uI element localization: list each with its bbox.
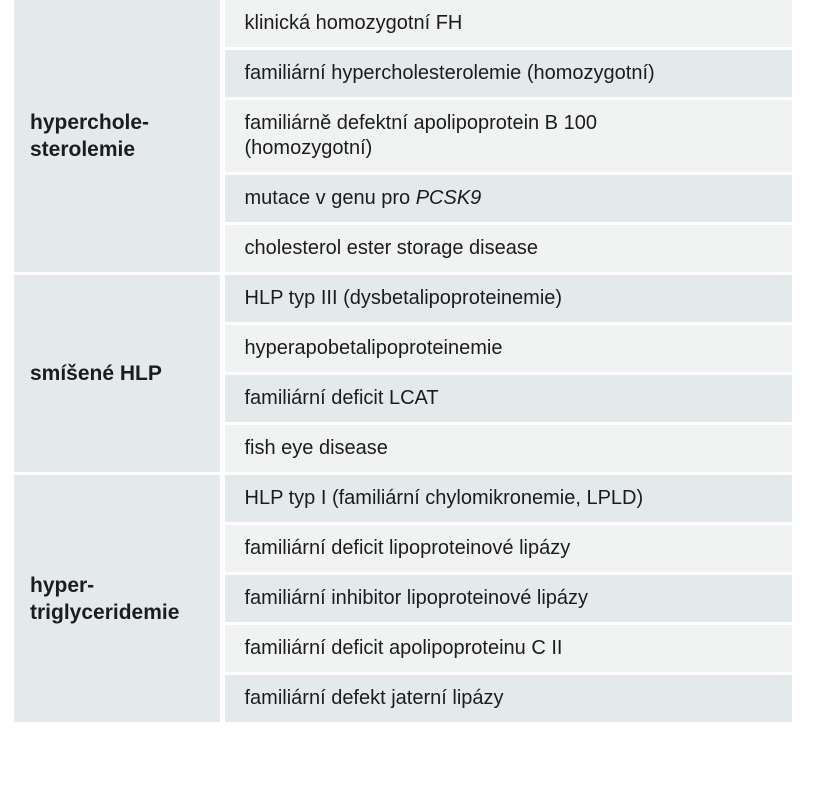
item-text: familiární deficit LCAT	[244, 387, 439, 409]
item-cell	[222, 374, 792, 424]
item-text: familiární hypercholesterolemie (homozygotní)	[244, 62, 655, 84]
item-text: fish eye disease	[244, 437, 388, 459]
category-label-line: hyper-	[30, 573, 95, 597]
item-cell	[222, 0, 792, 49]
item-cell	[222, 224, 792, 274]
item-cell	[222, 424, 792, 474]
item-text: familiární defekt jaterní lipázy	[244, 687, 504, 709]
item-cell	[222, 674, 792, 723]
item-cell	[222, 624, 792, 674]
category-cell-hypercholesterolemie	[14, 0, 222, 274]
item-text: familiární inhibitor lipoproteinové lipázy	[244, 587, 589, 609]
item-cell	[222, 524, 792, 574]
item-text: HLP typ III (dysbetalipoproteinemie)	[244, 287, 563, 309]
item-text-line: familiárně defektní apolipoprotein B 100	[244, 112, 597, 134]
disorders-table-grid	[14, 0, 792, 722]
item-text: HLP typ I (familiární chylomikronemie, LPLD)	[244, 487, 644, 509]
item-text: mutace v genu pro	[244, 187, 416, 209]
table-row	[14, 474, 792, 524]
item-cell	[222, 274, 792, 324]
item-cell	[222, 324, 792, 374]
table-row	[14, 0, 792, 49]
item-text: hyperapobetalipoproteinemie	[244, 337, 503, 359]
item-cell	[222, 474, 792, 524]
category-label-line: sterolemie	[30, 138, 136, 161]
category-cell-smisene-hlp	[14, 274, 222, 474]
table-row	[14, 274, 792, 324]
category-label-line: triglyceridemie	[30, 600, 180, 624]
item-text: familiární deficit apolipoproteinu C II	[244, 637, 563, 659]
category-cell-hypertriglyceridemie	[14, 474, 222, 723]
item-cell	[222, 99, 792, 174]
item-text: klinická homozygotní FH	[244, 12, 463, 34]
item-cell	[222, 174, 792, 224]
gene-name-italic: PCSK9	[415, 187, 482, 209]
item-text: cholesterol ester storage disease	[244, 237, 538, 259]
category-label: smíšené HLP	[30, 362, 162, 385]
item-cell	[222, 49, 792, 99]
category-label-line: hyperchole-	[30, 111, 150, 134]
item-cell	[222, 574, 792, 624]
disorders-table	[14, 0, 792, 722]
item-text: familiární deficit lipoproteinové lipázy	[244, 537, 571, 559]
item-text-line: (homozygotní)	[244, 137, 373, 159]
